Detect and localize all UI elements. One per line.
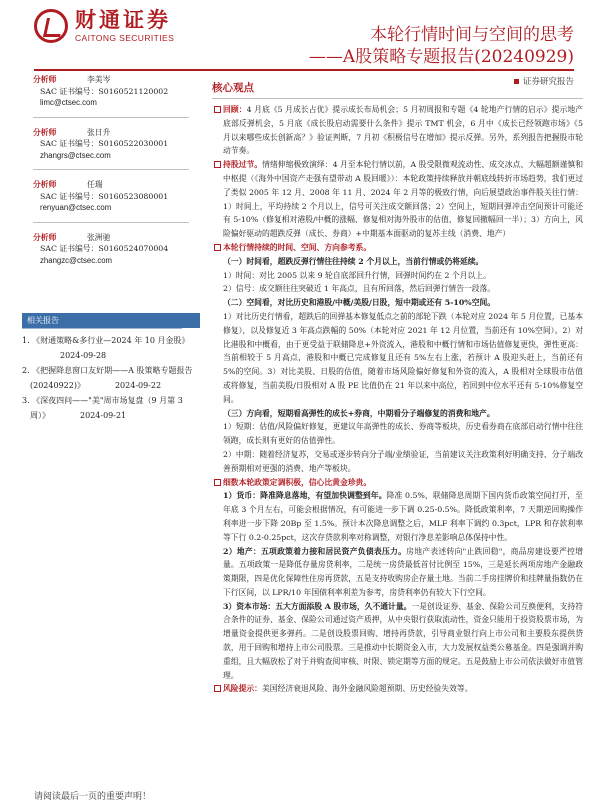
bullet-text: 美国经济衰退风险、海外金融风险超预期、历史经验失效等。 bbox=[261, 684, 473, 694]
analyst-email-link[interactable]: limc@ctsec.com bbox=[40, 98, 97, 107]
analyst-sac: SAC 证书编号：S0160523080001 bbox=[40, 191, 169, 201]
core-views bbox=[212, 80, 583, 696]
bullet-text: 4 月底《5 月成长占优》提示成长布局机会；5 月初周报和专题《4 轮地产行情的启示》提示地产底部反弹机会，5 月底《成长股启动需要什么条件》提示 TMT 机会，6 月中《成长已经领跑市场》《5 月以来哪些成长创新高？》验证判断，7 月初《积极信号在增加》提示反弹。另外，系列报告把握股市轮动节奏。 bbox=[223, 105, 584, 156]
policy-lead: 2）地产：五项政策着力接和居民资产负债表压力。 bbox=[223, 546, 407, 556]
analyst-label: 分析师 bbox=[33, 75, 57, 84]
brand-name-en: CAITONG SECURITIES bbox=[75, 33, 175, 43]
bullet-policy bbox=[212, 476, 583, 490]
related-reports bbox=[22, 313, 200, 423]
bullet-hold bbox=[212, 158, 583, 241]
core-views-title: 核心观点 bbox=[212, 80, 583, 99]
policy-item bbox=[212, 545, 583, 600]
related-item-date: 2024-09-22 bbox=[114, 381, 162, 390]
caitong-logo-icon bbox=[34, 9, 68, 43]
time-item: 2）信号：成交额往往突破近 1 年高点，且有所回落，然后回弹行情告一段落。 bbox=[223, 284, 496, 294]
analyst-sidebar bbox=[33, 74, 200, 274]
bullet-risk bbox=[212, 682, 583, 696]
space-text: 1）对比历史行情看，超跌后的回弹基本修复低点之前的部轮下跌（本轮对应 2024 年 5 月位置，已基本修复），以及修复近 3 年高点跌幅的 50%（本轮对应 2021 年 12 月位置，当前还有 10%空间）。2）对比港股和中概看，由于更受益于联储降息+外资流入，港股和中概行情和市场估值修复更快，弹性更高：当前相较于 5 月高点，港股和中概已完成修复且还有 5%左右上涨，若预计 A 股迎头赶上，当前还有 5%的空间。3）对比美股、日股的估值，随着市场风险偏好修复和外资的流入，A 股相对全球股市估值或将修复，当前美股/日股相对 A 股 PE 比值仍在 21 年以来中高位，若回到中位水平还有 5-10%修复空间。 bbox=[223, 311, 583, 404]
analyst-card bbox=[33, 74, 200, 109]
policy-lead: 1）货币：降准降息落地，有望加快调整到年。 bbox=[223, 491, 387, 501]
bullet-review bbox=[212, 103, 583, 158]
header-divider bbox=[34, 69, 574, 71]
policy-lead: 3）资本市场：五大方面添股 A 股市场，久不通计量。 bbox=[223, 601, 412, 611]
policy-text: 一是创设证券、基金、保险公司互换便利，支持符合条件的证券、基金、保险公司通过资产质押，从中央银行获取流动性，资金只能用于投资股票市场，为增量资金提供更多弹药。二是创设股票回购、增持再贷款，引导商业银行向上市公司和主要股东提供贷款，用于回购和增持上市公司股票。三是推动中长期资金入市，大力发展权益类公募基金。四是强调并购重组，且大幅放松了对于并购查阅审核、时限、锁定期等方面的规定。五是鼓励上市公司依法做好市值管理。 bbox=[223, 601, 583, 680]
analyst-label: 分析师 bbox=[33, 232, 57, 242]
related-item-title: 2. 《把握降息窗口友好期——A 股策略专题报告(20240922)》 bbox=[22, 366, 193, 390]
analyst-name: 任瑞 bbox=[87, 180, 103, 189]
time-heading: （一）时间看，超跌反弹行情往往持续 2 个月以上，当前行情或仍将延续。 bbox=[223, 256, 484, 266]
policy-text: 房地产表述转向"止跌回稳"，商品房建设要严控增量。五项政策一是降低存量房贷利率，二是统一房贷最低首付比例至 15%，三是延长两项房地产金融政策期限，四是优化保障性住房再贷款，五是支持收购房企存量土地。当前二手房挂牌价和挂牌量指数仍在下行区间，以 LPR/10 年国债利率利差为参考，房贷利率仍有较大下行空间。 bbox=[223, 546, 583, 597]
bullet-reference bbox=[212, 241, 583, 255]
related-divider bbox=[22, 328, 182, 329]
time-item: 1）时间：对比 2005 以来 9 轮自底部回升行情，回弹时间约在 2 个月以上。 bbox=[223, 270, 491, 280]
direction-item: 2）中期：随着经济复苏，交易或逐步转向分子端/业绩验证，当前建议关注政策利好明确支持、分子端改善预期相对更强的消费、地产等板块。 bbox=[223, 449, 583, 473]
analyst-sac: SAC 证书编号：S0160522030001 bbox=[40, 139, 169, 148]
analyst-label: 分析师 bbox=[33, 127, 57, 137]
bullet-lead: 细数本轮政策定调积极，信心比黄金珍贵。 bbox=[223, 477, 372, 487]
report-subtitle: ——A股策略专题报告(20240929) bbox=[308, 47, 574, 67]
doc-type-text: 证券研究报告 bbox=[522, 77, 574, 87]
brand-name-cn: 财通证券 bbox=[75, 8, 171, 32]
analyst-card bbox=[33, 232, 200, 267]
bullet-text: 情绪伸缩极致演绎：4 月至本轮行情以前，A 股受限微观流动性、成交冰点、大幅超额谨慎和中枢提（《海外中国资产走强有望带动 A 股回暖》）：本轮政策持续释放并朝底线转折市场趋势，我们更过了类似 2005 年 12 月、2008 年 11 月、2024 年 2 月等的极致行情，向后展望政治事件股关往行情：1）时间上，平均持续 2 个月以上，信号可关注成交额回落；2）空间上，短期回弹冲击空间预计可能还有 5-10%（修复相对港股/中概的涨幅、修复相对海外股市的估值、修复回撤幅回一半）；3）方向上，风险偏好驱动的超跌反弹（成长、券商）+中期基本面驱动的复苏主线（消费、地产） bbox=[223, 160, 583, 239]
analyst-email-link[interactable]: zhangrs@ctsec.com bbox=[40, 150, 111, 160]
analyst-name: 张日升 bbox=[87, 127, 111, 137]
sidebar-divider bbox=[33, 222, 189, 223]
related-item[interactable] bbox=[22, 333, 200, 363]
related-reports-title: 相关报告 bbox=[22, 313, 200, 328]
analyst-label: 分析师 bbox=[33, 180, 57, 189]
analyst-card bbox=[33, 127, 200, 162]
bullet-lead: 风险提示： bbox=[223, 684, 262, 694]
sidebar-divider bbox=[33, 169, 189, 170]
policy-text: 降准 0.5%，联储降息周期下国内货币政策空间打开，至年底 3 个月左右，可能会根据情况，有可能进一步下调 0.25-0.5%。降低政策利率，7 天期逆回购操作利率进一步下降 20Bp 至 1.5%。预计本次降息调整之后，MLF 利率下调约 0.3pct，LPR 和存款利率等下行 0.2-0.25pct，这次存贷款利率对称调整，对银行净息差影响总体保持中性。 bbox=[223, 491, 583, 542]
related-item-date: 2024-09-28 bbox=[60, 351, 107, 360]
bullet-lead: 回顾： bbox=[223, 105, 247, 114]
related-item-date: 2024-09-21 bbox=[80, 411, 127, 420]
related-list bbox=[22, 333, 200, 423]
sidebar-divider bbox=[33, 117, 189, 118]
analyst-card bbox=[33, 179, 200, 214]
bullet-lead: 本轮行情持续的时间、空间、方向参考系。 bbox=[223, 242, 372, 252]
space-heading: （二）空间看，对比历史和港股/中概/美股/日股，短中期或还有 5-10%空间。 bbox=[223, 298, 496, 308]
related-item[interactable] bbox=[22, 393, 200, 423]
analyst-sac: SAC 证书编号：S0160524070004 bbox=[40, 244, 169, 253]
footer-disclaimer: 请阅读最后一页的重要声明！ bbox=[34, 792, 152, 800]
related-item-title: 3. 《深夜四问——"美"周市场复盘（9 月第 3 周）》 bbox=[22, 396, 183, 420]
direction-item: 1）短期：估值/风险偏好修复，更建议年高弹性的成长、券商等板块，历史看券商在底部启动行情中往往领跑，成长则有更好的估值弹性。 bbox=[223, 422, 583, 446]
analyst-email-link[interactable]: renyuan@ctsec.com bbox=[40, 203, 112, 212]
policy-item bbox=[212, 600, 583, 683]
bullet-lead: 持股过节。 bbox=[223, 160, 263, 170]
analyst-email-link[interactable]: zhangzc@ctsec.com bbox=[40, 255, 113, 265]
direction-heading: （三）方向看，短期看高弹性的成长+券商，中期看分子端修复的消费和地产。 bbox=[223, 408, 495, 418]
report-title: 本轮行情时间与空间的思考 bbox=[370, 25, 574, 45]
analyst-name: 李美岑 bbox=[87, 75, 111, 84]
related-item[interactable] bbox=[22, 363, 200, 393]
policy-item bbox=[212, 489, 583, 544]
company-logo bbox=[34, 9, 174, 43]
related-item-title: 1. 《财通策略&多行业—2024 年 10 月金股》 bbox=[22, 336, 190, 345]
analyst-name: 张洲驰 bbox=[87, 232, 111, 242]
analyst-sac: SAC 证书编号：S0160521120002 bbox=[40, 86, 169, 96]
